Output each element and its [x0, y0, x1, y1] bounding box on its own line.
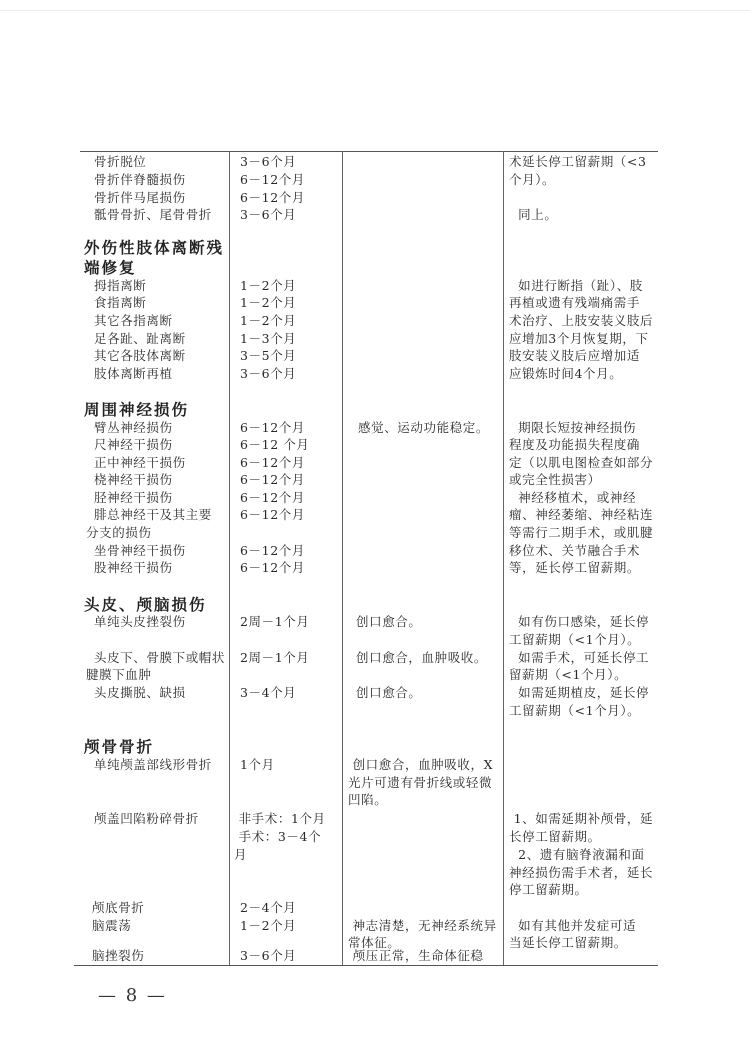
- note-line: 神经损伤需手术者，延长: [509, 865, 654, 880]
- injury-name: 臂丛神经损伤: [94, 420, 173, 435]
- section-title: 端修复: [84, 258, 137, 277]
- injury-name: 颅底骨折: [92, 900, 145, 915]
- note-line: 如需延期植皮，延长停: [509, 685, 650, 700]
- note-line: 肢安装义肢后应增加适: [509, 348, 641, 363]
- injury-period: 1－2个月: [240, 295, 297, 310]
- page-number: — 8 —: [98, 985, 167, 1006]
- injury-name: 腱膜下血肿: [86, 667, 152, 682]
- injury-period: 1－3个月: [240, 331, 297, 346]
- note-line: 定（以肌电图检查如部分: [509, 455, 654, 470]
- note-line: 等需行二期手术，或肌腱: [509, 525, 654, 540]
- injury-period: 6－12个月: [240, 472, 305, 487]
- section-title: 颅骨骨折: [84, 737, 155, 756]
- injury-name: 脑震荡: [92, 918, 132, 933]
- injury-name: 其它各指离断: [94, 313, 173, 328]
- note-line: 个月）。: [509, 172, 556, 187]
- injury-period: 3－6个月: [240, 207, 297, 222]
- note-line: 等，延长停工留薪期。: [509, 560, 641, 575]
- note-line: 当延长停工留薪期。: [509, 935, 627, 950]
- injury-name: 肢体离断再植: [94, 366, 173, 381]
- injury-name: 食指离断: [94, 295, 147, 310]
- injury-period: 6－12 个月: [240, 437, 310, 452]
- recovery-criteria: 创口愈合。: [356, 614, 422, 629]
- injury-period: 3－6个月: [240, 366, 297, 381]
- injury-period: 2周－1个月: [240, 650, 310, 665]
- section-title: 周围神经损伤: [84, 400, 190, 419]
- recovery-criteria: 创口愈合。: [356, 685, 422, 700]
- note-line: 期限长短按神经损伤: [509, 420, 637, 435]
- injury-period: 6－12个月: [240, 190, 305, 205]
- injury-period: 6－12个月: [240, 455, 305, 470]
- injury-name: 腓总神经干及其主要: [94, 507, 212, 522]
- note-line: 再植或遗有残端痛需手: [509, 295, 641, 310]
- recovery-criteria: 光片可遗有骨折线或轻微: [348, 775, 493, 790]
- note-line: 留薪期（<1个月）。: [509, 667, 628, 682]
- injury-name: 正中神经干损伤: [94, 455, 186, 470]
- injury-period: 月: [234, 847, 248, 862]
- injury-period: 2－4个月: [240, 900, 297, 915]
- injury-period: 6－12个月: [240, 560, 305, 575]
- section-title: 头皮、颅脑损伤: [84, 595, 207, 614]
- injury-name: 颅盖凹陷粉碎骨折: [94, 811, 199, 826]
- injury-period: 6－12个月: [240, 172, 305, 187]
- injury-name: 足各趾、趾离断: [94, 331, 186, 346]
- injury-name: 胫神经干损伤: [94, 490, 173, 505]
- injury-name: 坐骨神经干损伤: [94, 543, 186, 558]
- injury-name: 骨折脱位: [94, 154, 147, 169]
- injury-name: 脑挫裂伤: [92, 948, 145, 963]
- injury-name: 骨折伴马尾损伤: [94, 190, 186, 205]
- injury-name: 头皮下、骨膜下或帽状: [94, 650, 226, 665]
- injury-period: 1－2个月: [240, 278, 297, 293]
- injury-name: 其它各肢体离断: [94, 348, 186, 363]
- injury-name: 尺神经干损伤: [94, 437, 173, 452]
- injury-name: 骨折伴脊髓损伤: [94, 172, 186, 187]
- note-line: 如进行断指（趾）、肢: [509, 278, 643, 293]
- injury-period: 非手术：1个月: [234, 811, 326, 826]
- note-line: 工留薪期（<1个月）。: [509, 703, 641, 718]
- injury-period: 3－5个月: [240, 348, 297, 363]
- note-line: 长停工留薪期。: [509, 829, 601, 844]
- note-line: 如有伤口感染，延长停: [509, 614, 650, 629]
- injury-period: 2周－1个月: [240, 614, 310, 629]
- column-divider-2: [342, 151, 343, 965]
- injury-period: 3－6个月: [240, 154, 297, 169]
- note-line: 工留薪期（<1个月）。: [509, 632, 641, 647]
- note-line: 术延长停工留薪期（<3: [509, 154, 647, 169]
- note-line: 神经移植术，或神经: [509, 490, 637, 505]
- injury-period: 3－6个月: [240, 948, 297, 963]
- injury-period: 6－12个月: [240, 543, 305, 558]
- recovery-criteria: 颅压正常，生命体征稳: [348, 948, 484, 963]
- note-line: 程度及功能损失程度确: [509, 437, 641, 452]
- injury-period: 3－4个月: [240, 685, 297, 700]
- note-line: 如有其他并发症可适: [509, 918, 637, 933]
- recovery-criteria: 创口愈合，血肿吸收。: [356, 650, 488, 665]
- injury-period: 1－2个月: [240, 313, 297, 328]
- note-line: 停工留薪期。: [509, 882, 588, 897]
- injury-name: 股神经干损伤: [94, 560, 173, 575]
- note-line: 移位术、关节融合手术: [509, 543, 641, 558]
- injury-name: 单纯头皮挫裂伤: [94, 614, 186, 629]
- recovery-criteria: 创口愈合，血肿吸收，X: [348, 757, 494, 772]
- table-top-rule: [80, 151, 658, 152]
- note-line: 同上。: [509, 207, 558, 222]
- injury-name: 头皮撕脱、缺损: [94, 685, 186, 700]
- note-line: 如需手术，可延长停工: [509, 650, 650, 665]
- injury-period: 6－12个月: [240, 507, 305, 522]
- note-line: 术治疗、上肢安装义肢后: [509, 313, 654, 328]
- page-edge: [0, 10, 750, 11]
- note-line: 1、如需延期补颅骨，延: [509, 811, 654, 826]
- note-line: 应锻炼时间4个月。: [509, 366, 623, 381]
- injury-name: 分支的损伤: [86, 525, 152, 540]
- table-bottom-rule: [74, 965, 658, 966]
- section-title: 外伤性肢体离断残: [84, 238, 225, 257]
- injury-period: 6－12个月: [240, 490, 305, 505]
- injury-period: 手术：3－4个: [234, 829, 322, 844]
- recovery-criteria: 神志清楚，无神经系统异: [348, 918, 497, 933]
- injury-name: 单纯颅盖部线形骨折: [94, 757, 212, 772]
- injury-name: 拇指离断: [94, 278, 147, 293]
- injury-period: 1－2个月: [240, 918, 297, 933]
- recovery-criteria: 感觉、运动功能稳定。: [358, 420, 490, 435]
- note-line: 2、遗有脑脊液漏和面: [509, 847, 645, 862]
- injury-period: 1个月: [240, 757, 275, 772]
- injury-name: 桡神经干损伤: [94, 472, 173, 487]
- column-divider-3: [503, 151, 504, 965]
- injury-period: 6－12个月: [240, 420, 305, 435]
- note-line: 瘤、神经萎缩、神经粘连: [509, 507, 654, 522]
- recovery-criteria: 凹陷。: [348, 792, 388, 807]
- recovery-criteria: 常体征。: [348, 935, 401, 950]
- note-line: 或完全性损害）: [509, 472, 601, 487]
- column-divider-1: [229, 151, 230, 965]
- note-line: 应增加3个月恢复期，下: [509, 331, 649, 346]
- injury-name: 骶骨骨折、尾骨骨折: [94, 207, 212, 222]
